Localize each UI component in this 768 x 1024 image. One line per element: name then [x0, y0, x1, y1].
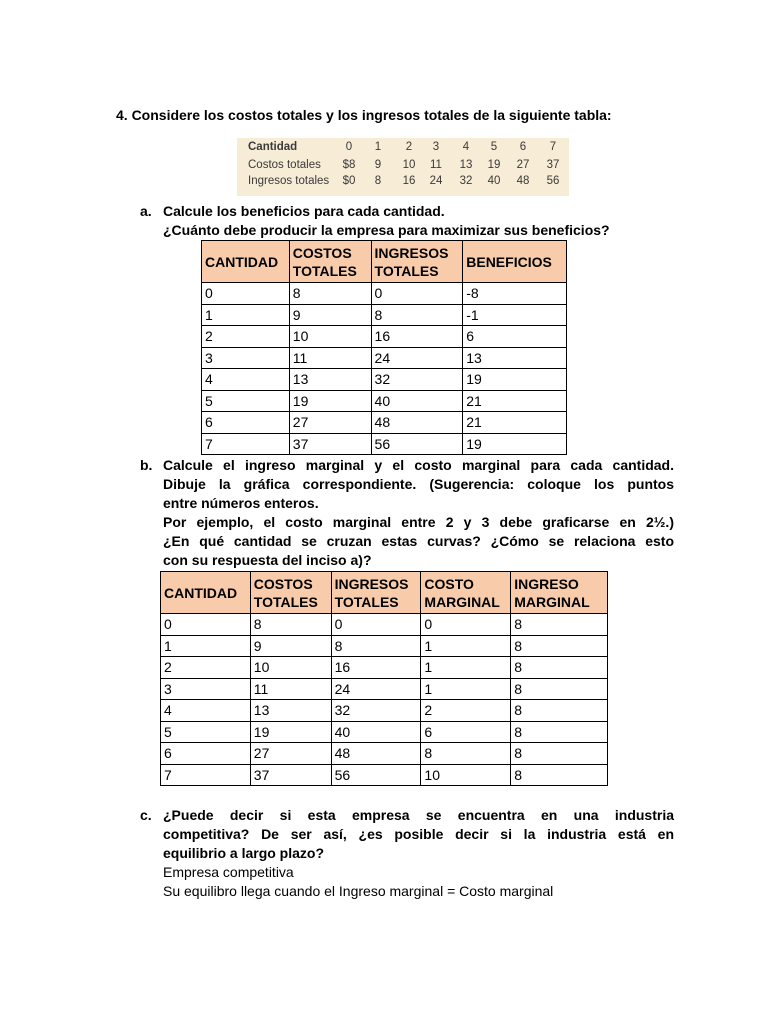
part-c-line: ¿Puede decir si esta empresa se encuentra en una industria — [163, 807, 674, 823]
textbook-cell: 11 — [430, 159, 442, 171]
table-cell: 3 — [161, 678, 251, 700]
table-cell: 6 — [421, 721, 511, 743]
table-cell: 1 — [421, 678, 511, 700]
table-cell: 19 — [463, 369, 567, 391]
table-cell: 5 — [202, 390, 290, 412]
table-cell: 8 — [511, 614, 608, 636]
textbook-cell: 7 — [549, 141, 557, 153]
table-cell: 13 — [463, 347, 567, 369]
column-header: COSTOS TOTALES — [289, 241, 371, 283]
textbook-cell: 48 — [516, 175, 530, 187]
table-row — [161, 721, 608, 743]
table-cell: 8 — [511, 764, 608, 786]
table-cell: 37 — [289, 433, 371, 455]
table-cell: 48 — [331, 743, 421, 765]
part-b-line: entre números enteros. — [163, 495, 319, 511]
table-row — [202, 283, 567, 305]
textbook-cell: $0 — [342, 175, 356, 187]
table-cell: 27 — [289, 412, 371, 434]
table-row — [161, 678, 608, 700]
table-row — [202, 433, 567, 455]
textbook-cell: 6 — [519, 141, 527, 153]
table-cell: 8 — [511, 721, 608, 743]
table-cell: 5 — [161, 721, 251, 743]
table-cell: 9 — [250, 635, 331, 657]
part-c-line: competitiva? De ser así, ¿es posible decir si la industria está en — [163, 826, 674, 842]
textbook-cell: 3 — [432, 141, 440, 153]
table-cell: 13 — [250, 700, 331, 722]
table-row — [202, 369, 567, 391]
table-row — [202, 390, 567, 412]
table-cell: 0 — [421, 614, 511, 636]
table-cell: 8 — [511, 657, 608, 679]
part-b-line: con su respuesta del inciso a)? — [163, 552, 372, 568]
table-cell: 8 — [331, 635, 421, 657]
table-cell: 8 — [511, 700, 608, 722]
table-cell: 24 — [331, 678, 421, 700]
table-cell: 9 — [289, 304, 371, 326]
table-row — [161, 700, 608, 722]
part-c-line: equilibrio a largo plazo? — [163, 845, 325, 861]
table-cell: 37 — [250, 764, 331, 786]
table-cell: 24 — [371, 347, 463, 369]
table-cell: 40 — [371, 390, 463, 412]
table-cell: 16 — [331, 657, 421, 679]
textbook-cell: 27 — [516, 159, 530, 171]
table-row — [202, 412, 567, 434]
textbook-cell: 5 — [490, 141, 498, 153]
table-cell: 21 — [463, 390, 567, 412]
table-cell: 2 — [161, 657, 251, 679]
table-cell: 13 — [289, 369, 371, 391]
textbook-cell: 2 — [405, 141, 413, 153]
table-cell: 6 — [161, 743, 251, 765]
column-header: CANTIDAD — [161, 572, 251, 614]
textbook-cell: 4 — [462, 141, 470, 153]
table-cell: 8 — [511, 635, 608, 657]
table-cell: 8 — [511, 678, 608, 700]
table-row — [161, 743, 608, 765]
part-a-line-1: Calcule los beneficios para cada cantidad. — [163, 203, 445, 219]
table-cell: 4 — [202, 369, 290, 391]
table-cell: -8 — [463, 283, 567, 305]
column-header: INGRESOS TOTALES — [371, 241, 463, 283]
table-row — [202, 304, 567, 326]
part-b-line: ¿En qué cantidad se cruzan estas curvas? ¿Cómo se relaciona esto — [163, 533, 674, 549]
marginal-table — [160, 571, 608, 786]
table-row — [202, 326, 567, 348]
table-cell: 8 — [511, 743, 608, 765]
table-cell: 0 — [202, 283, 290, 305]
textbook-cell: 9 — [374, 159, 382, 171]
table-cell: 2 — [421, 700, 511, 722]
table-cell: 16 — [371, 326, 463, 348]
table-cell: 1 — [202, 304, 290, 326]
table-cell: 2 — [202, 326, 290, 348]
column-header: CANTIDAD — [202, 241, 290, 283]
table-cell: 1 — [421, 635, 511, 657]
table-cell: 8 — [421, 743, 511, 765]
table-cell: 1 — [421, 657, 511, 679]
column-header: BENEFICIOS — [463, 241, 567, 283]
part-b-line: Calcule el ingreso marginal y el costo marginal para cada cantidad. — [163, 457, 674, 473]
part-b-line: Por ejemplo, el costo marginal entre 2 y 3 debe graficarse en 2½.) — [163, 514, 674, 530]
table-cell: 11 — [289, 347, 371, 369]
table-cell: -1 — [463, 304, 567, 326]
table-cell: 19 — [463, 433, 567, 455]
textbook-cell: 19 — [487, 159, 501, 171]
table-cell: 3 — [202, 347, 290, 369]
textbook-cell: 56 — [546, 175, 560, 187]
part-c-text — [163, 806, 674, 901]
table-cell: 7 — [161, 764, 251, 786]
textbook-cell: 0 — [345, 141, 353, 153]
textbook-cell: 32 — [459, 175, 473, 187]
table-cell: 48 — [371, 412, 463, 434]
table-cell: 19 — [250, 721, 331, 743]
table-cell: 10 — [421, 764, 511, 786]
textbook-table-image — [237, 138, 569, 196]
table-cell: 19 — [289, 390, 371, 412]
table-cell: 0 — [161, 614, 251, 636]
textbook-row-label: Cantidad — [248, 141, 298, 153]
table-cell: 8 — [289, 283, 371, 305]
part-c-answer: Su equilibro llega cuando el Ingreso marginal = Costo marginal — [163, 883, 554, 899]
table-cell: 1 — [161, 635, 251, 657]
part-a-line-2: ¿Cuánto debe producir la empresa para maximizar sus beneficios? — [163, 222, 610, 238]
table-cell: 6 — [202, 412, 290, 434]
profits-table — [201, 240, 567, 455]
part-b-letter: b. — [140, 457, 153, 473]
table-cell: 21 — [463, 412, 567, 434]
table-cell: 6 — [463, 326, 567, 348]
textbook-cell: 1 — [374, 141, 382, 153]
table-cell: 10 — [289, 326, 371, 348]
table-row — [161, 764, 608, 786]
table-cell: 32 — [371, 369, 463, 391]
table-cell: 4 — [161, 700, 251, 722]
textbook-cell: 40 — [487, 175, 501, 187]
textbook-cell: 16 — [402, 175, 416, 187]
table-row — [161, 614, 608, 636]
textbook-cell: 8 — [374, 175, 382, 187]
table-cell: 0 — [371, 283, 463, 305]
table-cell: 56 — [331, 764, 421, 786]
part-b-text — [163, 456, 674, 570]
column-header: INGRESO MARGINAL — [511, 572, 608, 614]
column-header: COSTOS TOTALES — [250, 572, 331, 614]
textbook-cell: 10 — [402, 159, 416, 171]
table-cell: 10 — [250, 657, 331, 679]
table-cell: 8 — [371, 304, 463, 326]
table-cell: 27 — [250, 743, 331, 765]
textbook-cell: 13 — [459, 159, 473, 171]
part-c-letter: c. — [140, 807, 152, 823]
table-cell: 32 — [331, 700, 421, 722]
part-c-answer: Empresa competitiva — [163, 864, 294, 880]
textbook-cell: 37 — [546, 159, 560, 171]
question-4-title: 4. Considere los costos totales y los ingresos totales de la siguiente tabla: — [116, 107, 612, 123]
column-header: COSTO MARGINAL — [421, 572, 511, 614]
textbook-cell: 24 — [429, 175, 443, 187]
table-row — [161, 657, 608, 679]
textbook-cell: $8 — [342, 159, 356, 171]
part-b-line: Dibuje la gráfica correspondiente. (Sugerencia: coloque los puntos — [163, 476, 674, 492]
table-cell: 0 — [331, 614, 421, 636]
profits-table-header-row — [202, 241, 567, 283]
part-a-letter: a. — [140, 203, 152, 219]
textbook-row-label: Ingresos totales — [248, 175, 330, 187]
column-header: INGRESOS TOTALES — [331, 572, 421, 614]
table-cell: 11 — [250, 678, 331, 700]
textbook-row-label: Costos totales — [248, 159, 321, 171]
table-row — [202, 347, 567, 369]
table-cell: 56 — [371, 433, 463, 455]
table-cell: 8 — [250, 614, 331, 636]
table-cell: 7 — [202, 433, 290, 455]
table-cell: 40 — [331, 721, 421, 743]
table-row — [161, 635, 608, 657]
marginal-table-header-row — [161, 572, 608, 614]
